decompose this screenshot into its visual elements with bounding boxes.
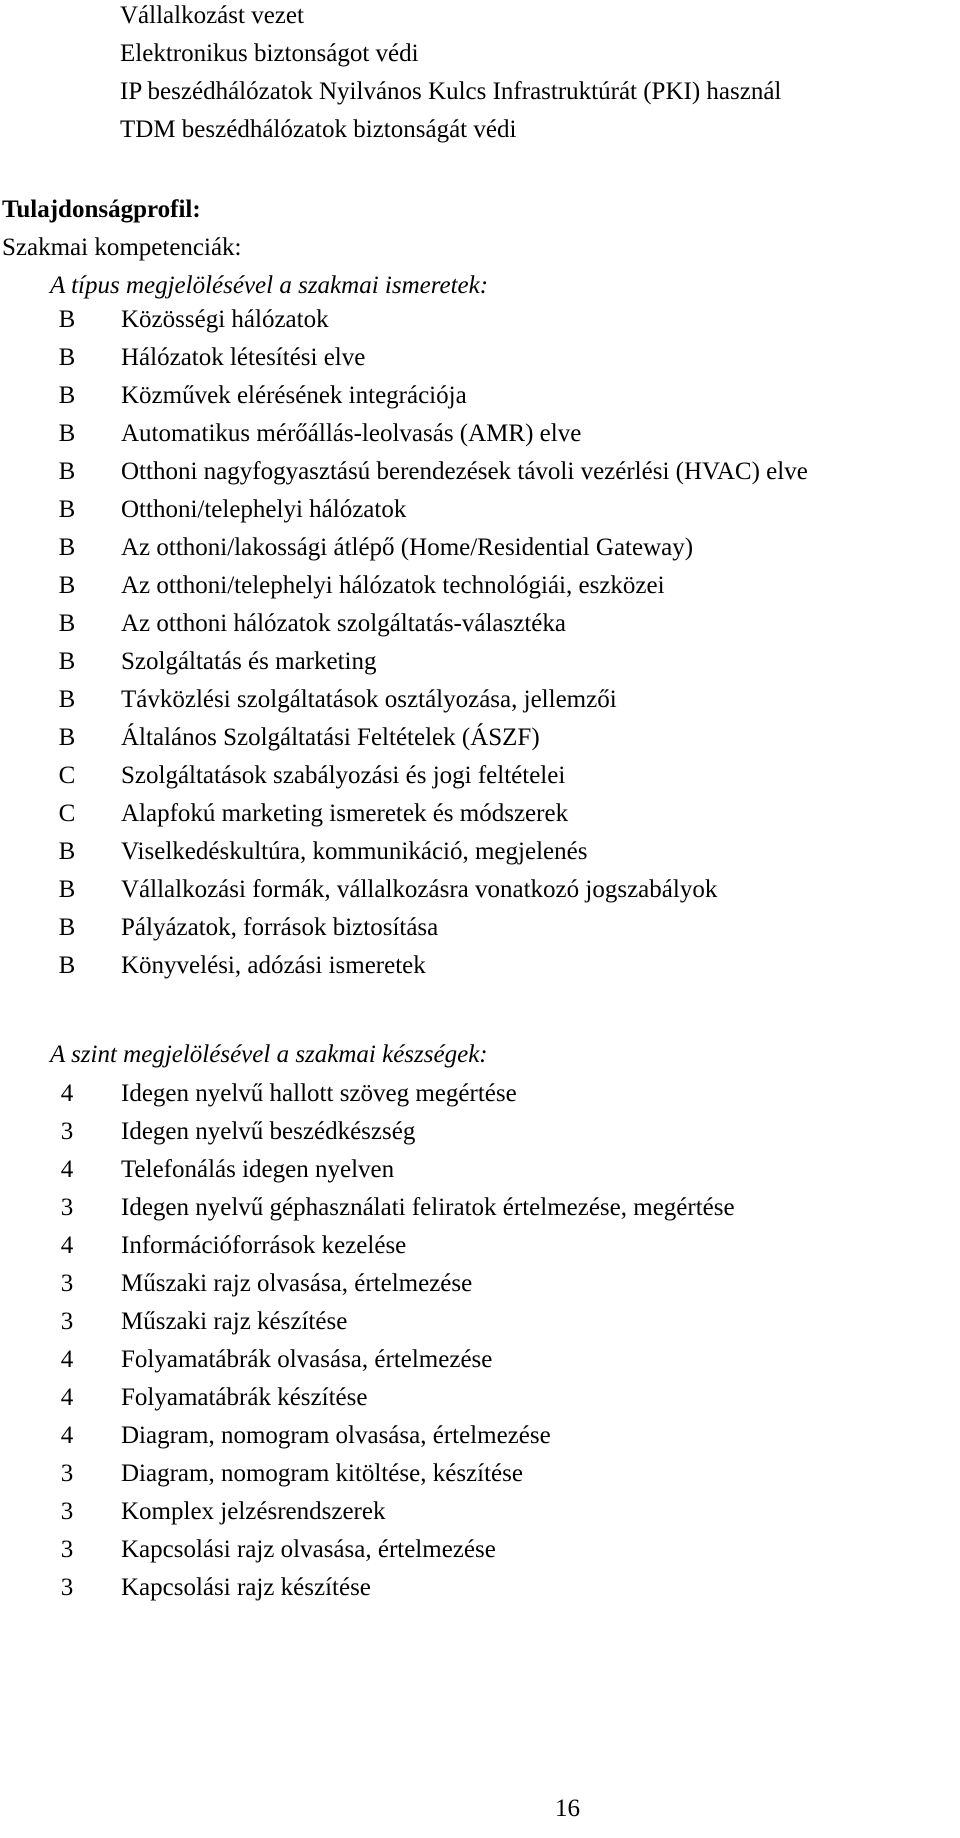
item-code: 3 [60, 1118, 74, 1145]
list-item [2, 1265, 735, 1303]
item-text: Közösségi hálózatok [121, 306, 329, 333]
item-text: Az otthoni hálózatok szolgáltatás-választéka [121, 610, 566, 637]
item-code: 3 [60, 1308, 74, 1335]
item-code: 4 [60, 1346, 74, 1373]
competencies-heading: Szakmai kompetenciák: [2, 234, 242, 261]
list-item [2, 795, 808, 833]
list-item [2, 301, 808, 339]
list-item [2, 1303, 735, 1341]
skills-heading: A szint megjelölésével a szakmai készségek: [50, 1041, 488, 1068]
item-code: C [58, 762, 76, 789]
item-text: Az otthoni/telephelyi hálózatok technológiái, eszközei [121, 572, 665, 599]
list-item [2, 1455, 735, 1493]
item-code: 4 [60, 1384, 74, 1411]
profile-title: Tulajdonságprofil: [2, 196, 201, 223]
list-item [2, 377, 808, 415]
item-text: Alapfokú marketing ismeretek és módszerek [121, 800, 569, 827]
knowledge-list [2, 301, 808, 985]
item-code: B [58, 686, 76, 713]
list-item [2, 1113, 735, 1151]
item-code: B [58, 306, 76, 333]
item-code: B [58, 876, 76, 903]
item-code: B [58, 914, 76, 941]
item-code: 3 [60, 1270, 74, 1297]
item-code: B [58, 420, 76, 447]
item-code: B [58, 952, 76, 979]
item-code: 4 [60, 1156, 74, 1183]
list-item [2, 1151, 735, 1189]
item-text: Általános Szolgáltatási Feltételek (ÁSZF) [121, 724, 540, 751]
list-item [2, 871, 808, 909]
item-code: C [58, 800, 76, 827]
item-code: 3 [60, 1194, 74, 1221]
item-text: Vállalkozási formák, vállalkozásra vonatkozó jogszabályok [121, 876, 718, 903]
item-text: Szolgáltatás és marketing [121, 648, 377, 675]
page-number: 16 [555, 1795, 580, 1822]
list-item [2, 643, 808, 681]
list-item [2, 681, 808, 719]
item-code: B [58, 572, 76, 599]
item-code: B [58, 838, 76, 865]
item-text: Diagram, nomogram kitöltése, készítése [121, 1460, 523, 1487]
item-code: B [58, 648, 76, 675]
task-line: IP beszédhálózatok Nyilvános Kulcs Infrastruktúrát (PKI) használ [120, 78, 782, 105]
item-text: Műszaki rajz készítése [121, 1308, 348, 1335]
list-item [2, 1379, 735, 1417]
item-code: B [58, 458, 76, 485]
item-code: 4 [60, 1080, 74, 1107]
task-line: Elektronikus biztonságot védi [120, 40, 419, 67]
item-text: Szolgáltatások szabályozási és jogi feltételei [121, 762, 566, 789]
item-text: Közművek elérésének integrációja [121, 382, 467, 409]
list-item [2, 1189, 735, 1227]
list-item [2, 415, 808, 453]
item-text: Otthoni/telephelyi hálózatok [121, 496, 407, 523]
list-item [2, 833, 808, 871]
item-code: B [58, 724, 76, 751]
list-item [2, 453, 808, 491]
item-text: Pályázatok, források biztosítása [121, 914, 439, 941]
item-text: Információforrások kezelése [121, 1232, 407, 1259]
item-text: Otthoni nagyfogyasztású berendezések távoli vezérlési (HVAC) elve [121, 458, 808, 485]
item-text: Komplex jelzésrendszerek [121, 1498, 386, 1525]
item-code: 3 [60, 1574, 74, 1601]
item-code: 3 [60, 1460, 74, 1487]
list-item [2, 1493, 735, 1531]
item-text: Automatikus mérőállás-leolvasás (AMR) elve [121, 420, 582, 447]
list-item [2, 567, 808, 605]
list-item [2, 605, 808, 643]
item-text: Idegen nyelvű beszédkészség [121, 1118, 416, 1145]
item-code: B [58, 382, 76, 409]
item-text: Idegen nyelvű hallott szöveg megértése [121, 1080, 517, 1107]
task-line: Vállalkozást vezet [120, 2, 304, 29]
item-code: B [58, 344, 76, 371]
item-code: B [58, 496, 76, 523]
item-text: Idegen nyelvű géphasználati feliratok értelmezése, megértése [121, 1194, 735, 1221]
list-item [2, 1075, 735, 1113]
item-text: Viselkedéskultúra, kommunikáció, megjelenés [121, 838, 588, 865]
list-item [2, 339, 808, 377]
list-item [2, 719, 808, 757]
list-item [2, 1227, 735, 1265]
top-task-list [0, 0, 781, 149]
item-text: Folyamatábrák készítése [121, 1384, 368, 1411]
list-item [2, 1569, 735, 1607]
item-text: Folyamatábrák olvasása, értelmezése [121, 1346, 493, 1373]
knowledge-heading: A típus megjelölésével a szakmai ismeretek: [50, 272, 489, 299]
item-code: B [58, 610, 76, 637]
item-text: Kapcsolási rajz készítése [121, 1574, 371, 1601]
list-item [2, 947, 808, 985]
task-line: TDM beszédhálózatok biztonságát védi [120, 116, 517, 143]
item-code: B [58, 534, 76, 561]
item-code: 3 [60, 1536, 74, 1563]
list-item [2, 909, 808, 947]
profile-header [2, 191, 488, 305]
list-item [2, 529, 808, 567]
item-text: Könyvelési, adózási ismeretek [121, 952, 426, 979]
item-text: Telefonálás idegen nyelven [121, 1156, 395, 1183]
list-item [2, 757, 808, 795]
list-item [2, 1341, 735, 1379]
item-text: Távközlési szolgáltatások osztályozása, jellemzői [121, 686, 617, 713]
list-item [2, 1531, 735, 1569]
list-item [2, 491, 808, 529]
item-text: Az otthoni/lakossági átlépő (Home/Residential Gateway) [121, 534, 694, 561]
item-text: Kapcsolási rajz olvasása, értelmezése [121, 1536, 496, 1563]
item-code: 4 [60, 1422, 74, 1449]
item-text: Hálózatok létesítési elve [121, 344, 366, 371]
item-text: Diagram, nomogram olvasása, értelmezése [121, 1422, 551, 1449]
item-code: 4 [60, 1232, 74, 1259]
item-code: 3 [60, 1498, 74, 1525]
list-item [2, 1417, 735, 1455]
item-text: Műszaki rajz olvasása, értelmezése [121, 1270, 473, 1297]
skills-list [2, 1075, 735, 1607]
